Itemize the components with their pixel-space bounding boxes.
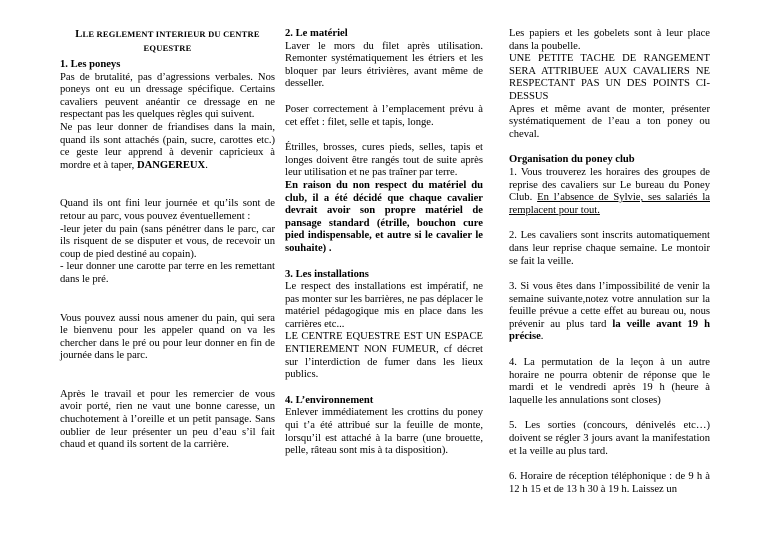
paragraph-text: 3. Si vous êtes dans l’impossibilité de venir la semaine suivante,notez votre annulation sur la feuille prévue a cette effet au bureau ou, nous prévenir au plus tard xyxy=(509,281,710,330)
paragraph: Poser correctement à l’emplacement prévu à cet effet : filet, selle et tapis, longe. xyxy=(285,103,483,128)
section-heading-poneys: 1. Les poneys xyxy=(60,59,121,70)
column-3 xyxy=(509,28,710,496)
paragraph: UNE PETITE TACHE DE RANGEMENT SERA ATTRIBUEE AUX CAVALIERS NE RESPECTANT PAS UN DES POINTS CI-DESSUS xyxy=(509,53,710,102)
column-1 xyxy=(60,28,275,452)
paragraph: Pas de brutalité, pas d’agressions verbales. Nos poneys ont eu un dressage spécifique. Certains cavaliers peuvent anéantir ce dressage en ne respectant pas les quelques règles qui suivent. xyxy=(60,71,275,121)
column-2 xyxy=(285,28,483,458)
paragraph xyxy=(509,167,710,217)
paragraph: Enlever immédiatement les crottins du poney qui t’a été attribué sur la feuille de monte, lorsqu’il est attaché à la barre (une brouette, pelle, râteau sont mis à ta disposition). xyxy=(285,407,483,457)
paragraph: Apres et même avant de monter, présenter systématiquement de l’eau a ton poney ou cheval. xyxy=(509,103,710,140)
paragraph: Après le travail et pour les remercier de vous avoir porté, rien ne vaut une bonne caresse, un chuchotement à l’oreille et un petit pansage. Sans oublier de leur présenter un peu d’eau s’il fait chaud et quand ils sortent de la carrière. xyxy=(60,388,275,451)
paragraph: Vous pouvez aussi nous amener du pain, qui sera le bienvenu pour les appeler quand on va les chercher dans le pré ou pour leur donner en fin de journée dans le parc. xyxy=(60,312,275,362)
bold-text: la veille avant 19 h précise xyxy=(509,318,710,343)
paragraph: 2. Les cavaliers sont inscrits automatiquement dans leur reprise chaque semaine. Le montoir se fait la veille. xyxy=(509,230,710,267)
section-heading-installations: 3. Les installations xyxy=(285,268,369,280)
underlined-text: En l’absence de Sylvie, ses salariés la remplacent pour tout. xyxy=(509,192,710,216)
paragraph: -leur jeter du pain (sans pénétrer dans le parc, car ils risquent de se disputer et vous, de recevoir un coup de pied destiné au copain). xyxy=(60,223,275,260)
paragraph-text: Ne pas leur donner de friandises dans la main, quand ils sont attachés (pain, sucre, carottes etc.) ce geste leur apprend à devenir capricieux à mordre et à taper, xyxy=(60,121,275,171)
paragraph: LE CENTRE EQUESTRE EST UN ESPACE ENTIEREMENT NON FUMEUR, cf décret sur l’interdiction de fumer dans les lieux publics. xyxy=(285,331,483,381)
paragraph: Quand ils ont fini leur journée et qu’ils sont de retour au parc, vous pouvez éventuellement : xyxy=(60,198,275,222)
paragraph xyxy=(60,122,275,172)
paragraph: - leur donner une carotte par terre en les remettant dans le pré. xyxy=(60,261,275,285)
paragraph: 4. La permutation de la leçon à un autre horaire ne pourra obtenir de réponse que le mardi et le vendredi après 19 h (heure à laquelle les annulations sont closes) xyxy=(509,357,710,406)
bold-text: DANGEREUX xyxy=(136,159,206,171)
paragraph xyxy=(509,281,710,344)
paragraph-end: . xyxy=(540,331,544,343)
section-heading-environnement: 4. L’environnement xyxy=(285,394,374,406)
paragraph: 5. Les sorties (concours, dénivelés etc…) doivent se régler 3 jours avant la manifestation et la veille au plus tard. xyxy=(509,420,710,457)
paragraph: Le respect des installations est impératif, ne pas monter sur les barrières, ne pas déplacer le matériel pédagogique mis en place dans les carrières etc... xyxy=(285,281,483,330)
title-line-1: LE REGLEMENT INTERIEUR DU CENTRE xyxy=(82,29,260,39)
bold-paragraph: En raison du non respect du matériel du club, il a été décidé que chaque cavalier devrait avoir son propre matériel de pansage standard (étrille, bouchon cure pied indispensable, et autre si le cavalier le souhaite) . xyxy=(285,179,483,254)
paragraph: Étrilles, brosses, cures pieds, selles, tapis et longes doivent être rangés tout de suite après leur utilisation et ne pas traîner par terre. xyxy=(285,142,483,179)
paragraph: Les papiers et les gobelets sont à leur place dans la poubelle. xyxy=(509,28,710,52)
page-title: LLE REGLEMENT INTERIEUR DU CENTRE EQUESTRE xyxy=(60,28,275,54)
paragraph: Laver le mors du filet après utilisation. Remonter systématiquement les étriers et les bloquer par leurs étrivières, avant même de desseller. xyxy=(285,40,483,90)
paragraph-end: . xyxy=(205,159,208,171)
paragraph: 6. Horaire de réception téléphonique : de 9 h à 12 h 15 et de 13 h 30 à 19 h. Laissez un xyxy=(509,471,710,495)
title-line-2: EQUESTRE xyxy=(143,42,192,53)
section-heading-materiel: 2. Le matériel xyxy=(285,28,348,39)
paragraph-text: 1. Vous trouverez les horaires des groupes de reprise des cavaliers sur Le bureau du Poney Club. xyxy=(509,166,710,204)
section-heading-organisation: Organisation du poney club xyxy=(509,154,635,166)
